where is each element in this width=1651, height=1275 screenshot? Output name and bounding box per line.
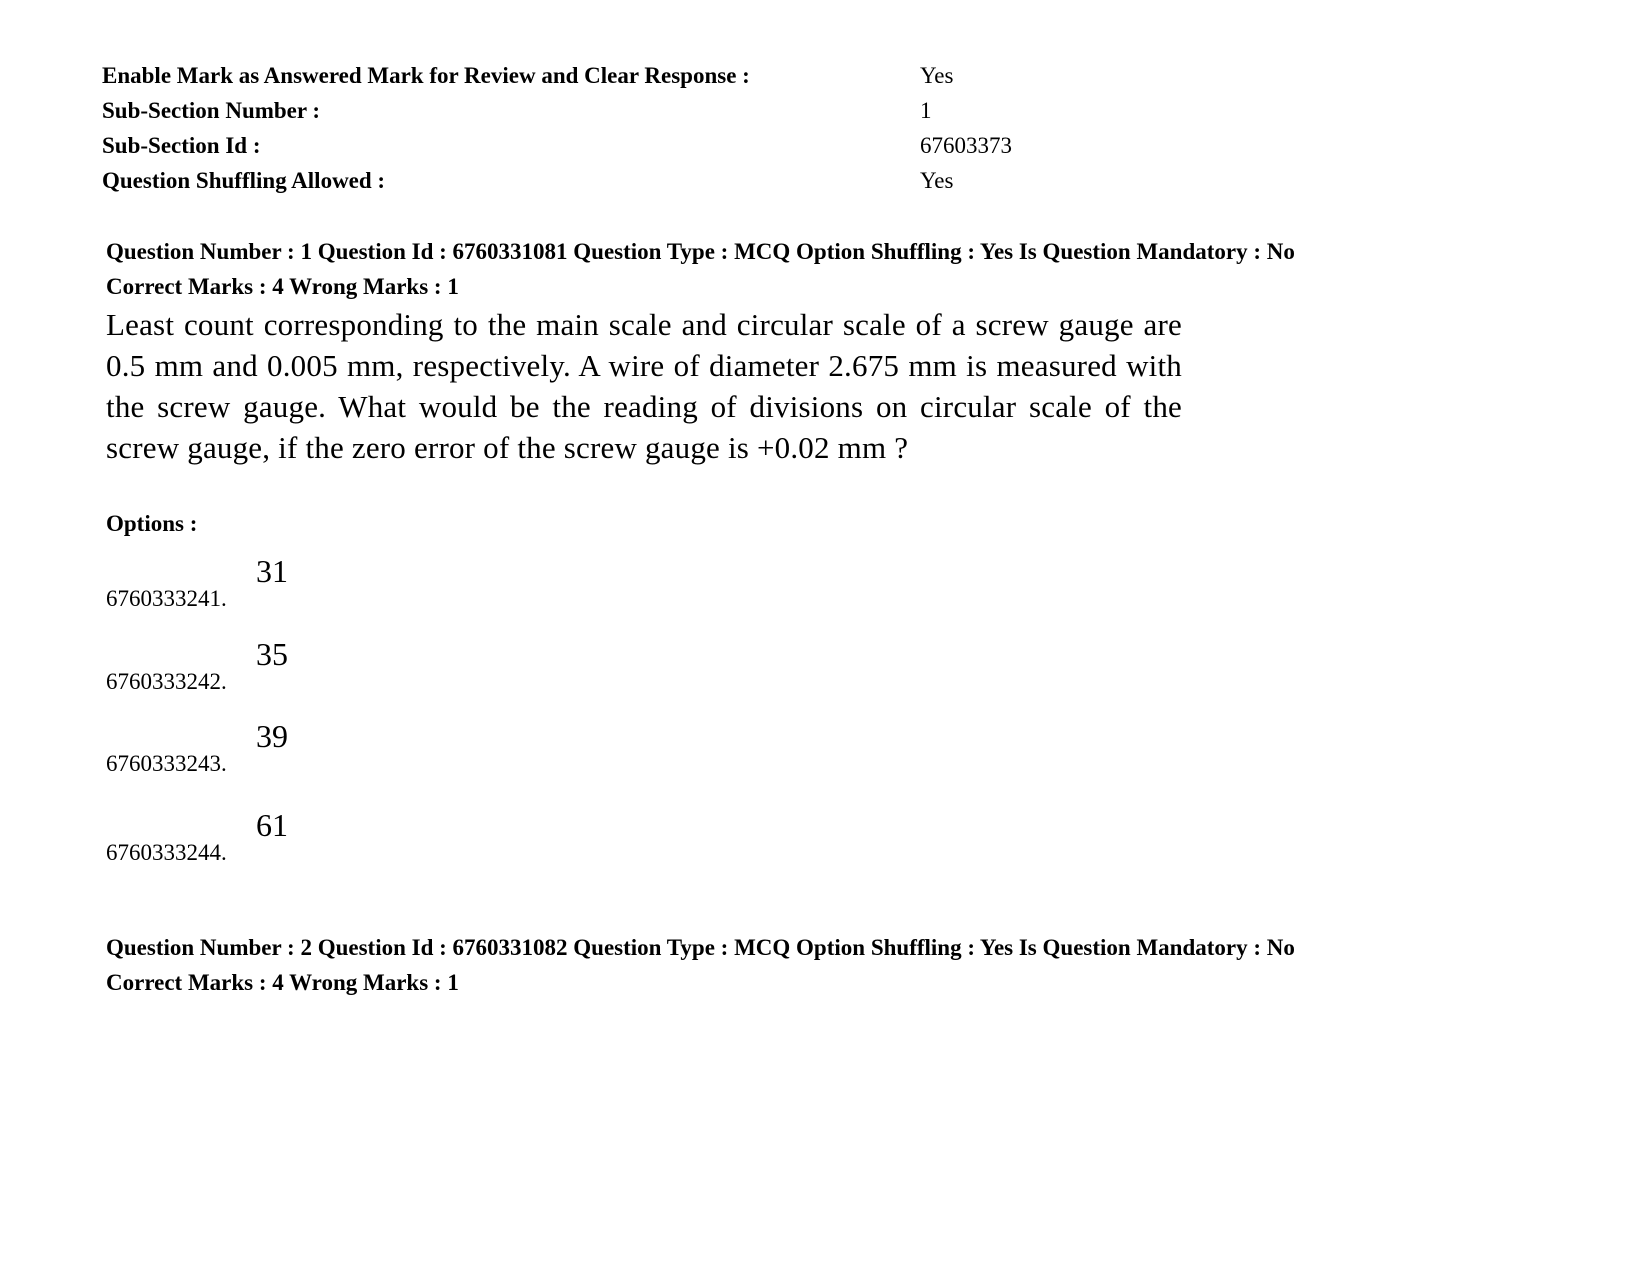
question-1-text: Least count corresponding to the main scale and circular scale of a screw gauge are 0.5 mm and 0.005 mm, respectively. A wire of diameter 2.675 mm is measured with the screw gauge. What would be the reading of divisions on circular scale of the screw gauge, if the zero error of the screw gauge is +0.02 mm ? [106, 307, 1182, 465]
options-label: Options : [106, 511, 198, 536]
meta-row [102, 58, 1012, 93]
meta-value: 67603373 [920, 132, 1012, 158]
option-2[interactable] [106, 636, 506, 696]
meta-label: Question Shuffling Allowed : [102, 167, 386, 193]
option-value: 61 [256, 807, 288, 843]
meta-row [102, 163, 1012, 198]
option-value: 31 [256, 553, 288, 589]
option-1[interactable] [106, 553, 506, 613]
question-2-header-line2: Correct Marks : 4 Wrong Marks : 1 [106, 970, 459, 995]
meta-value: Yes [920, 167, 954, 193]
question-1-header [106, 234, 1295, 304]
option-value: 35 [256, 636, 288, 672]
question-2-header [106, 930, 1295, 1000]
question-1-header-line1: Question Number : 1 Question Id : 6760331081 Question Type : MCQ Option Shuffling : Yes Is Question Mandatory : No [106, 239, 1295, 264]
question-1-header-line2: Correct Marks : 4 Wrong Marks : 1 [106, 274, 459, 299]
meta-row [102, 93, 1012, 128]
option-id: 6760333241. [106, 586, 227, 611]
meta-value: 1 [920, 97, 932, 123]
question-2-header-line1: Question Number : 2 Question Id : 6760331082 Question Type : MCQ Option Shuffling : Yes Is Question Mandatory : No [106, 935, 1295, 960]
option-id: 6760333243. [106, 751, 227, 776]
option-value: 39 [256, 718, 288, 754]
option-3[interactable] [106, 718, 506, 778]
meta-label: Sub-Section Id : [102, 132, 261, 158]
option-id: 6760333242. [106, 669, 227, 694]
meta-label: Sub-Section Number : [102, 97, 321, 123]
section-meta-table [102, 58, 1012, 198]
option-id: 6760333244. [106, 840, 227, 865]
meta-row [102, 128, 1012, 163]
meta-value: Yes [920, 62, 954, 88]
option-4[interactable] [106, 807, 506, 867]
meta-label: Enable Mark as Answered Mark for Review and Clear Response : [102, 62, 750, 88]
